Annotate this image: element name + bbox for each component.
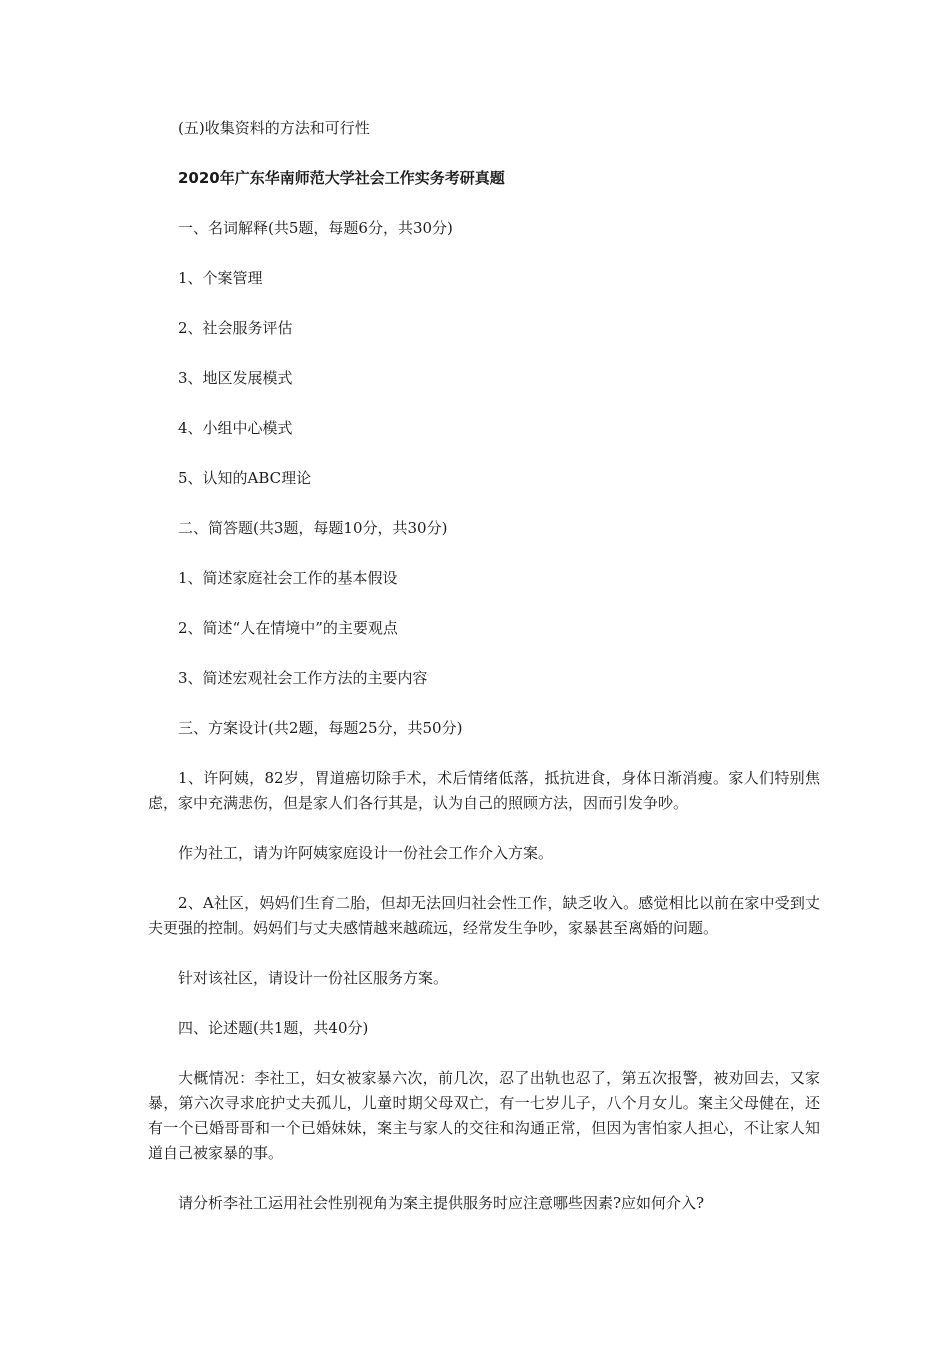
question-item: 3、简述宏观社会工作方法的主要内容 <box>178 669 428 687</box>
case-prompt: 请分析李社工运用社会性别视角为案主提供服务时应注意哪些因素?应如何介入? <box>178 1194 705 1212</box>
question-item: 5、认知的ABC理论 <box>178 469 312 487</box>
case-paragraph: 2、A社区，妈妈们生育二胎，但却无法回归社会性工作，缺乏收入。感觉相比以前在家中受到丈夫更强的控制。妈妈们与丈夫感情越来越疏远，经常发生争吵，家暴甚至离婚的问题。 <box>148 894 820 937</box>
section-heading-design: 三、方案设计(共2题，每题25分，共50分) <box>178 719 463 737</box>
question-item: 1、简述家庭社会工作的基本假设 <box>178 569 398 587</box>
case-prompt: 作为社工，请为许阿姨家庭设计一份社会工作介入方案。 <box>178 844 554 862</box>
question-item: 1、个案管理 <box>178 269 263 287</box>
case-paragraph: 大概情况：李社工，妇女被家暴六次，前几次，忍了出轨也忍了，第五次报警，被劝回去，又家暴，第六次寻求庇护丈夫孤儿，儿童时期父母双亡，有一七岁儿子，八个月女儿。案主父母健在，还有一个已婚哥哥和一个已婚妹妹，案主与家人的交往和沟通正常，但因为害怕家人担心，不让家人知道自己被家暴的事。 <box>148 1069 820 1162</box>
section-heading-short-answer: 二、简答题(共3题，每题10分，共30分) <box>178 519 448 537</box>
question-item: 3、地区发展模式 <box>178 369 293 387</box>
section-heading-essay: 四、论述题(共1题，共40分) <box>178 1019 369 1037</box>
question-item: 2、社会服务评估 <box>178 319 293 337</box>
exam-title: 2020年广东华南师范大学社会工作实务考研真题 <box>178 169 505 187</box>
case-prompt: 针对该社区，请设计一份社区服务方案。 <box>178 969 449 987</box>
document-body <box>148 116 820 1216</box>
question-item: 4、小组中心模式 <box>178 419 293 437</box>
section-heading-terms: 一、名词解释(共5题，每题6分，共30分) <box>178 219 453 237</box>
section-heading-methods: (五)收集资料的方法和可行性 <box>178 119 370 137</box>
question-item: 2、简述“人在情境中”的主要观点 <box>178 619 398 637</box>
case-paragraph: 1、许阿姨，82岁，胃道癌切除手术，术后情绪低落，抵抗进食，身体日渐消瘦。家人们特别焦虑，家中充满悲伤，但是家人们各行其是，认为自己的照顾方法，因而引发争吵。 <box>148 769 820 812</box>
